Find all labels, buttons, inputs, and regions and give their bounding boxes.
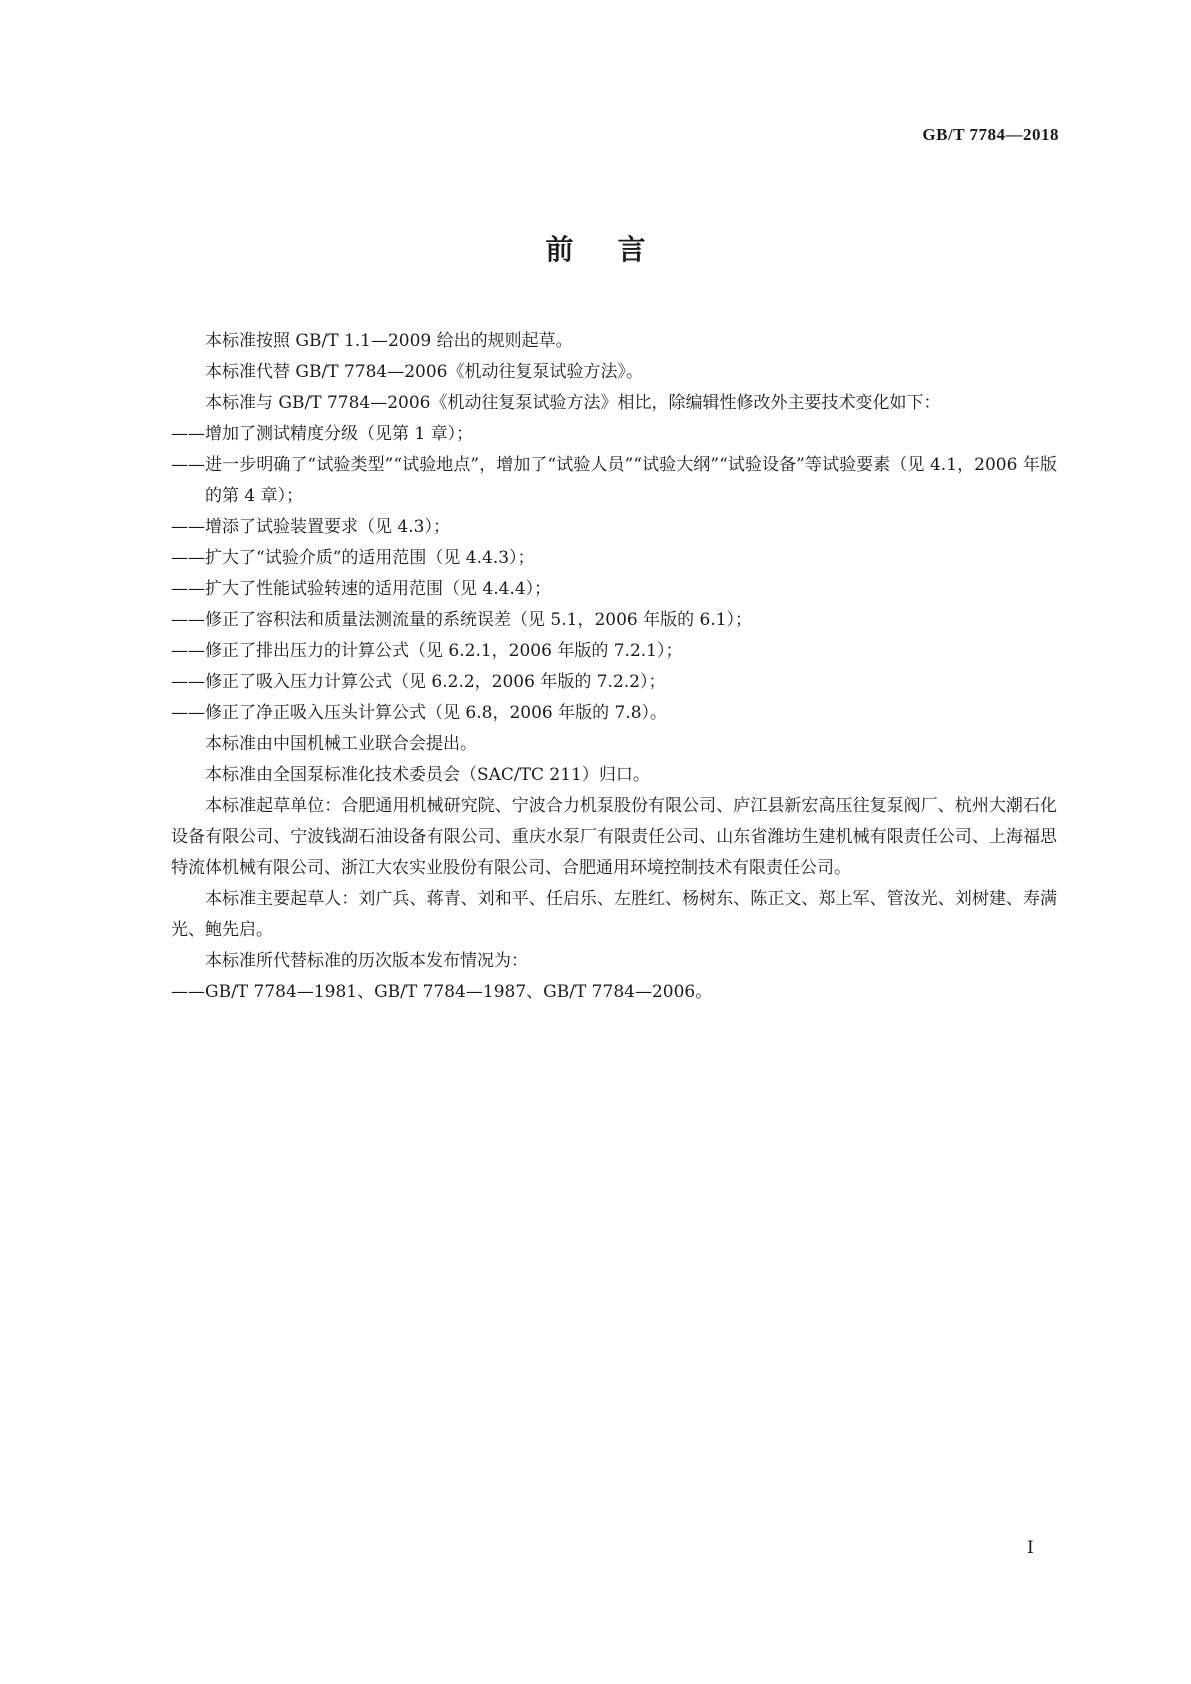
standard-code-header: GB/T 7784—2018 <box>922 125 1059 144</box>
page-title: 前言 <box>545 233 690 266</box>
list-item: ——修正了容积法和质量法测流量的系统误差（见 5.1，2006 年版的 6.1）； <box>171 610 753 630</box>
page-number: I <box>1027 1538 1034 1558</box>
list-item: ——扩大了“试验介质”的适用范围（见 4.4.3）； <box>171 548 535 568</box>
list-item: ——进一步明确了“试验类型”“试验地点”，增加了“试验人员”“试验大纲”“试验设备”等试验要素（见 4.1，2006 年版的第 4 章）； <box>171 455 1057 506</box>
list-item: ——增添了试验装置要求（见 4.3）； <box>171 517 450 537</box>
paragraph-administered-by: 本标准由全国泵标准化技术委员会（SAC/TC 211）归口。 <box>205 765 650 785</box>
paragraph-proposed-by: 本标准由中国机械工业联合会提出。 <box>205 734 477 754</box>
list-item: ——扩大了性能试验转速的适用范围（见 4.4.4）； <box>171 579 552 599</box>
list-item: ——增加了测试精度分级（见第 1 章）； <box>171 424 474 444</box>
list-item: ——修正了排出压力的计算公式（见 6.2.1，2006 年版的 7.2.1）； <box>171 641 683 661</box>
paragraph-history-intro: 本标准所代替标准的历次版本发布情况为： <box>205 951 528 971</box>
changes-list <box>171 419 1057 729</box>
foreword-body <box>171 326 1057 1008</box>
paragraph-replaces: 本标准代替 GB/T 7784—2006《机动往复泵试验方法》。 <box>205 362 643 382</box>
paragraph-changes-intro: 本标准与 GB/T 7784—2006《机动往复泵试验方法》相比，除编辑性修改外主要技术变化如下： <box>205 393 941 413</box>
history-item: ——GB/T 7784—1981、GB/T 7784—1987、GB/T 7784—2006。 <box>171 982 713 1002</box>
paragraph-drafting-rules: 本标准按照 GB/T 1.1—2009 给出的规则起草。 <box>205 331 573 351</box>
paragraph-drafting-units: 本标准起草单位：合肥通用机械研究院、宁波合力机泵股份有限公司、庐江县新宏高压往复泵阀厂、杭州大潮石化设备有限公司、宁波钱湖石油设备有限公司、重庆水泵厂有限责任公司、山东省潍坊生建机械有限责任公司、上海福思特流体机械有限公司、浙江大农实业股份有限公司、合肥通用环境控制技术有限责任公司。 <box>171 796 1057 878</box>
list-item: ——修正了吸入压力计算公式（见 6.2.2，2006 年版的 7.2.2）； <box>171 672 666 692</box>
list-item: ——修正了净正吸入压头计算公式（见 6.8，2006 年版的 7.8）。 <box>171 703 668 723</box>
paragraph-drafters: 本标准主要起草人：刘广兵、蒋青、刘和平、任启乐、左胜红、杨树东、陈正文、郑上军、管汝光、刘树建、寿满光、鲍先启。 <box>171 889 1057 940</box>
